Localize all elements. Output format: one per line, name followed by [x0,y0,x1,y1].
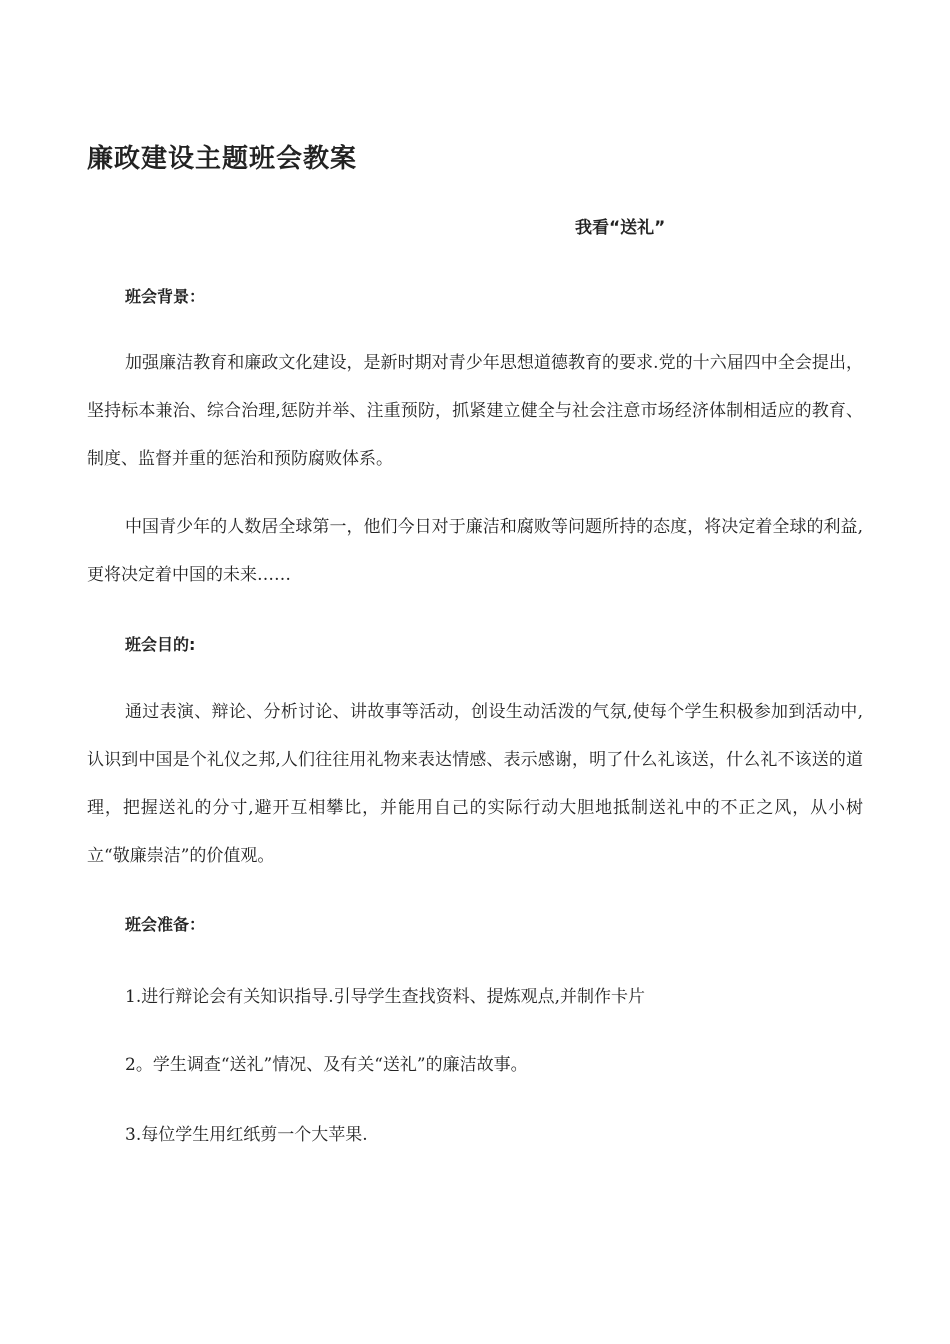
section-heading-preparation: 班会准备： [125,915,206,934]
preparation-item-2: 2。学生调查“送礼”情况、及有关“送礼”的廉洁故事。 [125,1055,528,1075]
section-heading-purpose: 班会目的: [125,635,196,654]
document-subtitle: 我看“送礼” [575,218,666,238]
section-heading-background: 班会背景： [125,287,206,306]
purpose-paragraph-1: 通过表演、辩论、分析讨论、讲故事等活动，创设生动活泼的气氛,使每个学生积极参加到活动中,认识到中国是个礼仪之邦,人们往往用礼物来表达情感、表示感谢，明了什么礼该送，什么礼不该送的道理，把握送礼的分寸,避开互相攀比，并能用自己的实际行动大胆地抵制送礼中的不正之风，从小树立“敬廉崇洁”的价值观。 [87,702,863,866]
document-title: 廉政建设主题班会教案 [87,144,358,174]
preparation-item-1: 1.进行辩论会有关知识指导.引导学生查找资料、提炼观点,并制作卡片 [125,987,646,1007]
preparation-item-3: 3.每位学生用红纸剪一个大苹果. [125,1125,368,1145]
background-paragraph-1: 加强廉洁教育和廉政文化建设，是新时期对青少年思想道德教育的要求.党的十六届四中全会提出，坚持标本兼治、综合治理,惩防并举、注重预防，抓紧建立健全与社会注意市场经济体制相适应的教育、制度、监督并重的惩治和预防腐败体系。 [87,353,863,469]
background-paragraph-2: 中国青少年的人数居全球第一，他们今日对于廉洁和腐败等问题所持的态度，将决定着全球的利益,更将决定着中国的未来…… [87,517,863,585]
